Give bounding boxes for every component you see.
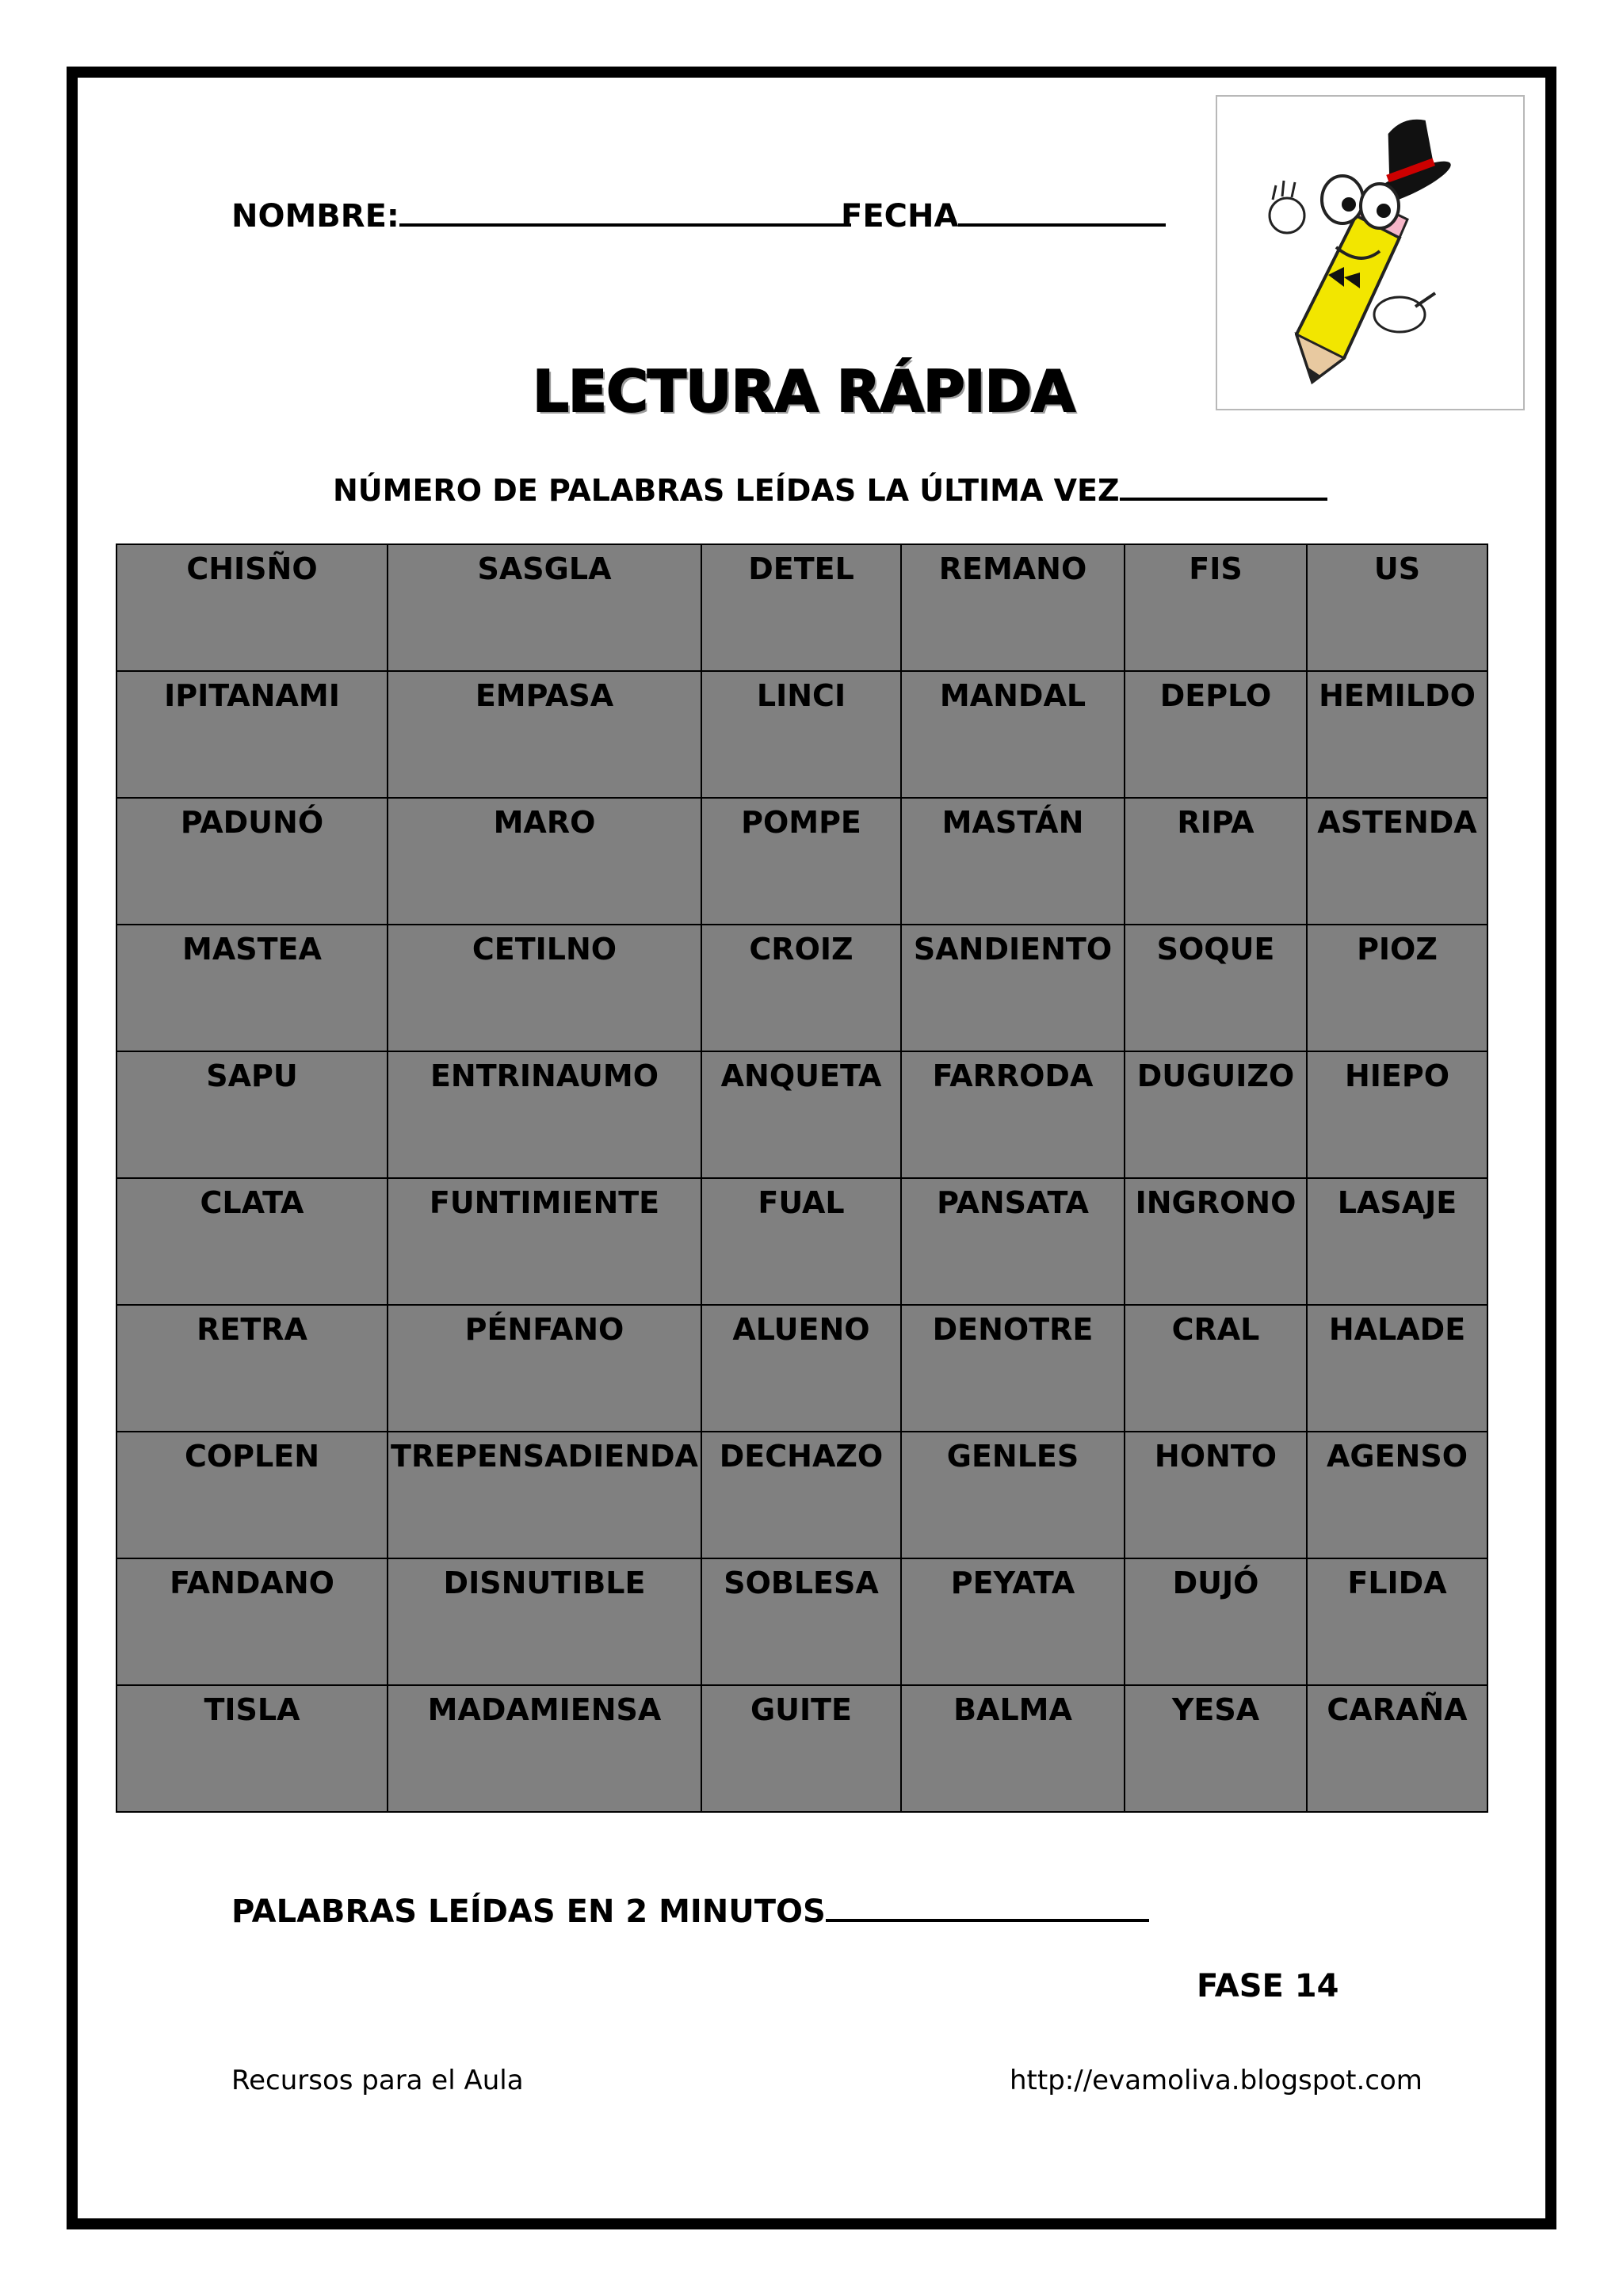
word-cell: CLATA	[116, 1178, 388, 1305]
word-cell: GENLES	[901, 1432, 1125, 1558]
word-cell: SAPU	[116, 1051, 388, 1178]
word-cell: DETEL	[701, 544, 901, 671]
word-cell: BALMA	[901, 1685, 1125, 1812]
word-cell: CETILNO	[388, 925, 701, 1051]
word-cell: CARAÑA	[1307, 1685, 1487, 1812]
word-cell: IPITANAMI	[116, 671, 388, 798]
word-cell: MADAMIENSA	[388, 1685, 701, 1812]
word-cell: AGENSO	[1307, 1432, 1487, 1558]
word-cell: HIEPO	[1307, 1051, 1487, 1178]
word-cell: DEPLO	[1125, 671, 1307, 798]
table-row	[116, 1685, 1487, 1812]
last-time-label: NÚMERO DE PALABRAS LEÍDAS LA ÚLTIMA VEZ	[333, 473, 1120, 508]
word-cell: FUNTIMIENTE	[388, 1178, 701, 1305]
table-row	[116, 1051, 1487, 1178]
word-cell: TISLA	[116, 1685, 388, 1812]
word-cell: ENTRINAUMO	[388, 1051, 701, 1178]
word-cell: ASTENDA	[1307, 798, 1487, 925]
word-cell: TREPENSADIENDA	[388, 1432, 701, 1558]
last-time-blank[interactable]	[1120, 471, 1327, 501]
word-cell: RIPA	[1125, 798, 1307, 925]
word-cell: DUJÓ	[1125, 1558, 1307, 1685]
word-cell: MASTEA	[116, 925, 388, 1051]
word-cell: FIS	[1125, 544, 1307, 671]
word-cell: US	[1307, 544, 1487, 671]
word-cell: DENOTRE	[901, 1305, 1125, 1432]
table-row	[116, 1432, 1487, 1558]
phase-label: FASE 14	[1197, 1968, 1339, 2004]
fecha-blank[interactable]	[958, 196, 1166, 227]
page-title-text: LECTURA RÁPIDA	[533, 358, 1075, 425]
read-two-minutes-blank[interactable]	[826, 1892, 1149, 1922]
word-cell: SOBLESA	[701, 1558, 901, 1685]
word-cell: DECHAZO	[701, 1432, 901, 1558]
word-cell: SANDIENTO	[901, 925, 1125, 1051]
word-cell: CHISÑO	[116, 544, 388, 671]
nombre-field	[231, 196, 851, 235]
word-cell: MANDAL	[901, 671, 1125, 798]
fecha-label: FECHA	[841, 198, 959, 235]
word-cell: REMANO	[901, 544, 1125, 671]
table-row	[116, 1305, 1487, 1432]
word-cell: HALADE	[1307, 1305, 1487, 1432]
word-cell: SASGLA	[388, 544, 701, 671]
word-cell: COPLEN	[116, 1432, 388, 1558]
read-two-minutes-label: PALABRAS LEÍDAS EN 2 MINUTOS	[231, 1894, 826, 1930]
word-cell: DISNUTIBLE	[388, 1558, 701, 1685]
word-cell: DUGUIZO	[1125, 1051, 1307, 1178]
word-cell: CRAL	[1125, 1305, 1307, 1432]
word-cell: HONTO	[1125, 1432, 1307, 1558]
footer-url[interactable]: http://evamoliva.blogspot.com	[1010, 2065, 1423, 2096]
word-cell: PANSATA	[901, 1178, 1125, 1305]
table-row	[116, 1558, 1487, 1685]
word-cell: PEYATA	[901, 1558, 1125, 1685]
word-cell: INGRONO	[1125, 1178, 1307, 1305]
word-grid	[116, 543, 1488, 1813]
word-cell: EMPASA	[388, 671, 701, 798]
table-row	[116, 925, 1487, 1051]
table-row	[116, 1178, 1487, 1305]
nombre-label: NOMBRE:	[231, 198, 399, 235]
table-row	[116, 798, 1487, 925]
word-cell: YESA	[1125, 1685, 1307, 1812]
word-cell: LASAJE	[1307, 1178, 1487, 1305]
word-cell: ANQUETA	[701, 1051, 901, 1178]
word-cell: PIOZ	[1307, 925, 1487, 1051]
fecha-field	[841, 196, 1166, 235]
word-cell: SOQUE	[1125, 925, 1307, 1051]
word-cell: PADUNÓ	[116, 798, 388, 925]
page-title	[0, 358, 1623, 425]
word-cell: POMPE	[701, 798, 901, 925]
table-row	[116, 671, 1487, 798]
word-cell: LINCI	[701, 671, 901, 798]
word-cell: FUAL	[701, 1178, 901, 1305]
read-two-minutes-field	[231, 1892, 1149, 1930]
word-cell: FANDANO	[116, 1558, 388, 1685]
word-cell: HEMILDO	[1307, 671, 1487, 798]
word-cell: ALUENO	[701, 1305, 901, 1432]
word-cell: GUITE	[701, 1685, 901, 1812]
word-cell: FLIDA	[1307, 1558, 1487, 1685]
table-row	[116, 544, 1487, 671]
word-cell: CROIZ	[701, 925, 901, 1051]
word-cell: PÉNFANO	[388, 1305, 701, 1432]
footer-source: Recursos para el Aula	[231, 2065, 524, 2096]
last-time-field	[333, 471, 1327, 508]
word-cell: RETRA	[116, 1305, 388, 1432]
nombre-blank[interactable]	[399, 196, 851, 227]
word-cell: FARRODA	[901, 1051, 1125, 1178]
word-cell: MASTÁN	[901, 798, 1125, 925]
word-cell: MARO	[388, 798, 701, 925]
